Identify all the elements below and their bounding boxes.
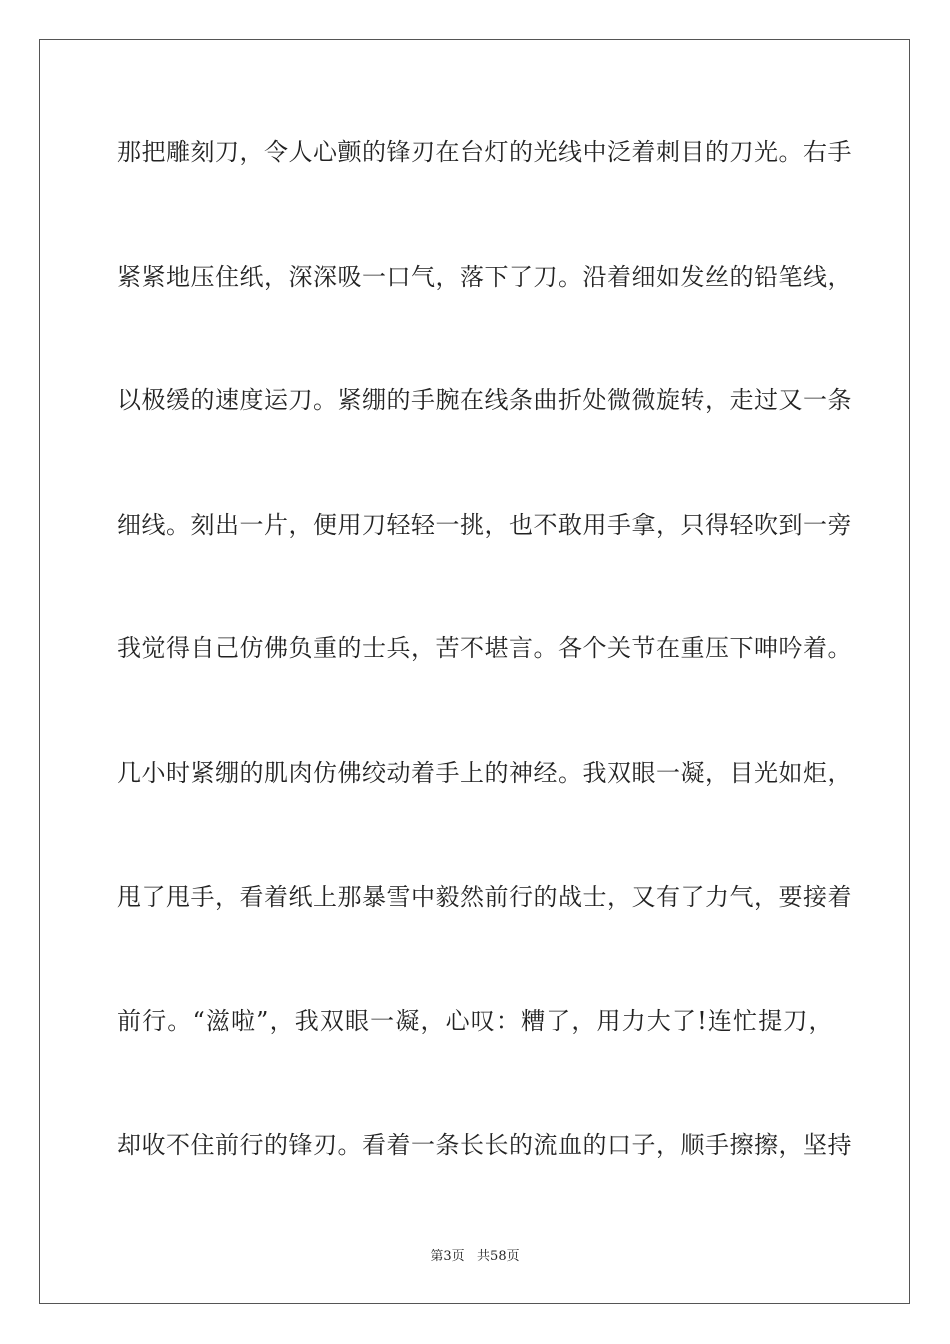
paragraph-line: 紧紧地压住纸，深深吸一口气，落下了刀。沿着细如发丝的铅笔线， (117, 263, 852, 291)
paragraph-line: 甩了甩手，看着纸上那暴雪中毅然前行的战士，又有了力气，要接着 (117, 883, 852, 911)
paragraph-line: 几小时紧绷的肌肉仿佛绞动着手上的神经。我双眼一凝，目光如炬， (117, 759, 852, 787)
paragraph-line: 那把雕刻刀，令人心颤的锋刃在台灯的光线中泛着刺目的刀光。右手 (117, 138, 852, 166)
paragraph-line: 却收不住前行的锋刃。看着一条长长的流血的口子，顺手擦擦，坚持 (117, 1131, 852, 1159)
paragraph-line: 前行。“滋啦”，我双眼一凝，心叹：糟了，用力大了!连忙提刀， (117, 1007, 833, 1035)
page-number-footer: 第3页 共58页 (430, 1249, 520, 1264)
paragraph-line: 我觉得自己仿佛负重的士兵，苦不堪言。各个关节在重压下呻吟着。 (117, 634, 852, 662)
page-border (39, 39, 910, 1304)
paragraph-line: 细线。刻出一片，便用刀轻轻一挑，也不敢用手拿，只得轻吹到一旁 (117, 511, 852, 539)
paragraph-line: 以极缓的速度运刀。紧绷的手腕在线条曲折处微微旋转，走过又一条 (117, 386, 852, 414)
